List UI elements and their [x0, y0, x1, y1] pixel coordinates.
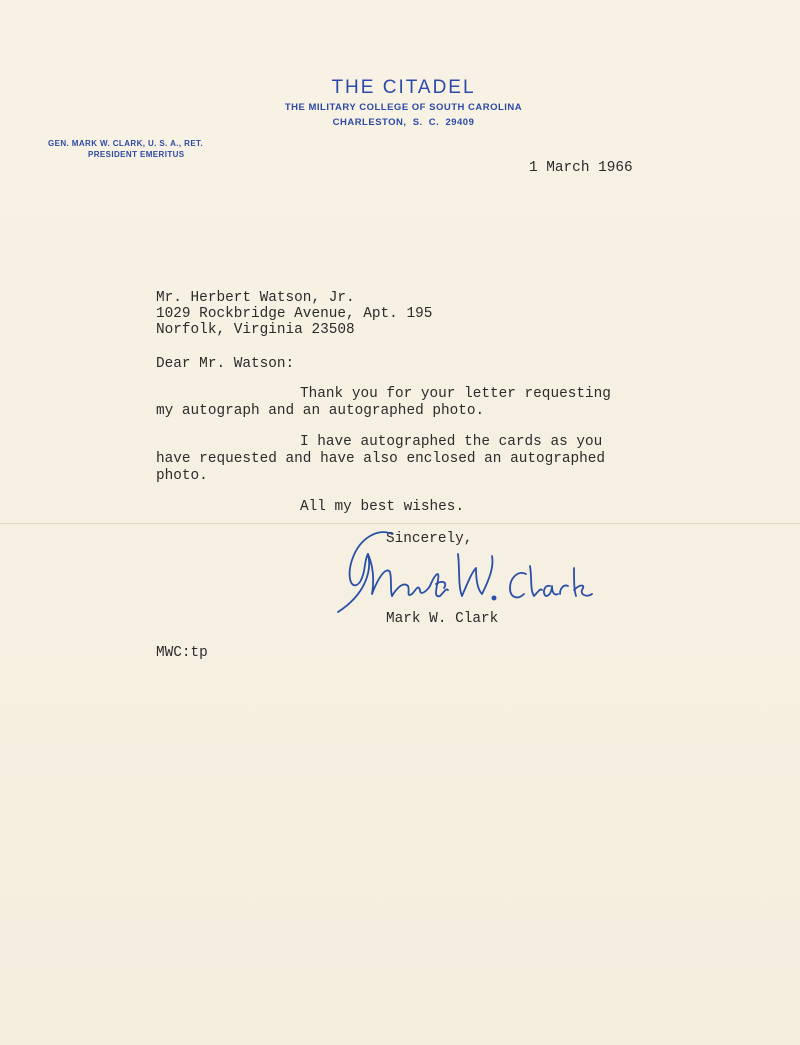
letterhead-title: THE CITADEL: [331, 77, 476, 98]
salutation: Dear Mr. Watson:: [156, 356, 295, 372]
letterhead-subtitle: THE MILITARY COLLEGE OF SOUTH CAROLINA: [284, 102, 523, 113]
letterhead-address: CHARLESTON, S. C. 29409: [332, 117, 475, 128]
handwritten-signature: [330, 520, 600, 620]
recipient-line: Mr. Herbert Watson, Jr.: [156, 290, 355, 306]
body-line: have requested and have also enclosed an autographed: [156, 451, 606, 467]
closing-wish: All my best wishes.: [300, 499, 465, 515]
body-line: Thank you for your letter requesting: [300, 386, 611, 402]
recipient-line: Norfolk, Virginia 23508: [156, 322, 355, 338]
body-line: photo.: [156, 468, 208, 484]
reference-initials: MWC:tp: [156, 645, 208, 661]
letterhead-sender-title: PRESIDENT EMERITUS: [88, 150, 185, 159]
body-line: my autograph and an autographed photo.: [156, 403, 485, 419]
typed-signatory-name: Mark W. Clark: [386, 611, 499, 627]
body-line: I have autographed the cards as you: [300, 434, 603, 450]
letterhead-sender-name: GEN. MARK W. CLARK, U. S. A., RET.: [48, 139, 204, 148]
closing: Sincerely,: [386, 531, 473, 547]
recipient-line: 1029 Rockbridge Avenue, Apt. 195: [156, 306, 433, 322]
letter-date: 1 March 1966: [529, 160, 633, 176]
